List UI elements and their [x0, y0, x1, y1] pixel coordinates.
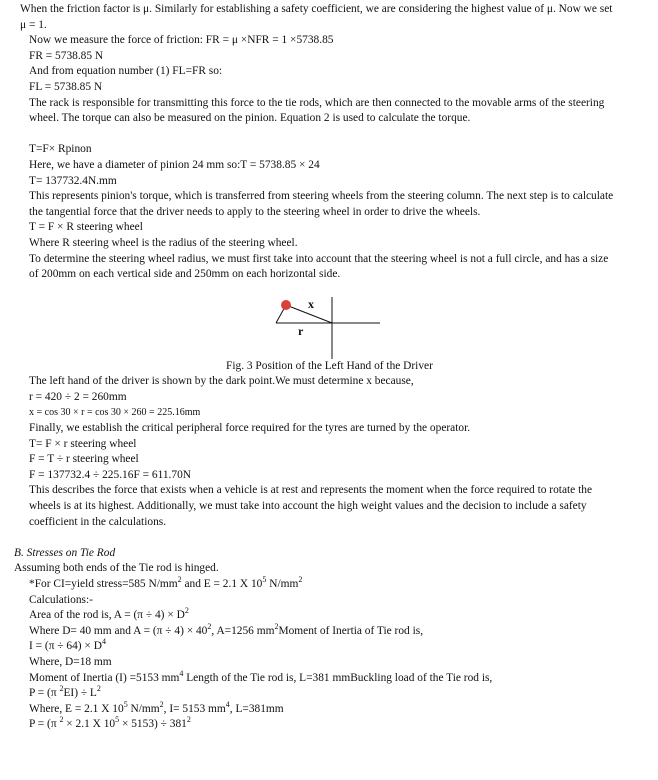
text-line: The rack is responsible for transmitting this force to the tie rods, which are then connected to the movable arms of the steering [29, 96, 605, 109]
figure-caption: Fig. 3 Position of the Left Hand of the Driver [226, 359, 433, 372]
text-span: , A=1256 mm [211, 624, 275, 637]
text-span: N/mm [127, 702, 160, 715]
superscript: 5 [115, 715, 120, 725]
text-line: This describes the force that exists when a vehicle is at rest and represents the moment when the force required to rotate the [29, 484, 592, 497]
superscript: 2 [184, 606, 189, 616]
text-span: , L=381mm [229, 702, 284, 715]
label-r: r [298, 323, 304, 338]
superscript: 2 [186, 715, 191, 725]
text-span: N/mm [266, 578, 299, 590]
document-page [0, 2, 658, 733]
text-line: FL = 5738.85 N [29, 80, 103, 93]
text-span: Area of the rod is, A = (π ÷ 4) × D [29, 609, 185, 622]
superscript: 2 [59, 684, 64, 694]
text-line: Where R steering wheel is the radius of the steering wheel. [29, 236, 298, 249]
section-heading: B. Stresses on Tie Rod [14, 546, 116, 559]
superscript: 2 [59, 715, 64, 725]
text-span: , I= 5153 mm [163, 702, 226, 715]
text-span: Moment of Inertia (I) =5153 mm [29, 671, 180, 684]
text-span: Moment of Inertia of Tie rod is, [278, 624, 424, 637]
text-line: Where, D=18 mm [29, 655, 112, 668]
superscript: 4 [225, 699, 230, 709]
superscript: 2 [274, 621, 279, 631]
text-line: T = F × R steering wheel [29, 221, 143, 234]
inertia-line [0, 639, 658, 655]
area-line [0, 608, 658, 624]
steering-diagram [270, 283, 390, 359]
superscript: 2 [177, 575, 182, 584]
text-span: I = (π ÷ 64) × D [29, 640, 102, 653]
text-line: To determine the steering wheel radius, we must first take into account that the steering wheel is not a full circle, and has a size [29, 252, 609, 265]
superscript: 2 [96, 684, 101, 694]
text-line: x = cos 30 × r = cos 30 × 260 = 225.16mm [29, 407, 201, 419]
text-line: Finally, we establish the critical peripheral force required for the tyres are turned by the operator. [29, 422, 471, 435]
superscript: 4 [179, 668, 184, 678]
text-span: and E = 2.1 X 10 [181, 578, 263, 590]
text-span: Where, E = 2.1 X 10 [29, 702, 124, 715]
text-line: And from equation number (1) FL=FR so: [29, 65, 223, 78]
values-line [0, 699, 658, 718]
text-line: T= F × r steering wheel [29, 437, 137, 450]
superscript: 5 [123, 699, 128, 709]
ci-line [0, 577, 658, 593]
text-line: When the friction factor is μ. Similarly for establishing a safety coefficient, we are considering the highest value of μ. Now we set [20, 3, 613, 15]
buckling-formula-line [0, 686, 658, 702]
superscript: 4 [101, 637, 106, 647]
text-line: wheels is at its highest. Additionally, we must take into account the high weight values and the decision to include a safety [29, 500, 587, 513]
text-line: Now we measure the force of friction: FR = μ ×NFR = 1 ×5738.85 [29, 34, 334, 47]
text-line: Calculations:- [29, 593, 93, 606]
text-span: Where D= 40 mm and A = (π ÷ 4) × 40 [29, 624, 208, 637]
text-span: × 5153) ÷ 381 [119, 718, 187, 731]
label-x: x [308, 296, 314, 311]
text-line: F = 137732.4 ÷ 225.16F = 611.70N [29, 468, 192, 481]
buckling-substitution-line [0, 717, 658, 733]
text-line: coefficient in the calculations. [29, 515, 167, 528]
text-line: This represents pinion's torque, which is transferred from steering wheels from the steering column. The next step is to calculate [29, 190, 614, 203]
text-line: T=F× Rpinon [29, 143, 92, 156]
text-line: the tangential force that the driver needs to apply to the steering wheel in order to drive the wheels. [29, 205, 481, 218]
text-span: *For CI=yield stress=585 N/mm [29, 578, 178, 590]
text-line: of 200mm on each vertical side and 250mm on each horizontal side. [29, 268, 341, 281]
text-line: Here, we have a diameter of pinion 24 mm so:T = 5738.85 × 24 [29, 158, 320, 171]
left-hand-point [281, 300, 291, 310]
where-d-line [0, 621, 658, 640]
text-line: F = T ÷ r steering wheel [29, 453, 139, 466]
text-span: × 2.1 X 10 [63, 718, 116, 731]
text-span: EI) ÷ L [63, 687, 97, 700]
superscript: 5 [262, 575, 267, 584]
hand-position-figure [0, 283, 658, 359]
text-line: r = 420 ÷ 2 = 260mm [29, 390, 127, 403]
text-line: FR = 5738.85 N [29, 49, 104, 62]
text-line: T= 137732.4N.mm [29, 174, 117, 187]
text-line: wheel. The torque can also be measured on the pinion. Equation 2 is used to calculate the torque. [29, 112, 471, 125]
text-line: μ = 1. [20, 18, 47, 31]
text-span: P = (π [29, 687, 60, 700]
superscript: 2 [207, 621, 212, 631]
text-span: Length of the Tie rod is, L=381 mmBuckling load of the Tie rod is, [183, 671, 493, 684]
superscript: 2 [298, 575, 303, 584]
text-line: Assuming both ends of the Tie rod is hinged. [14, 562, 219, 575]
superscript: 2 [159, 699, 164, 709]
text-line: The left hand of the driver is shown by the dark point.We must determine x because, [29, 375, 414, 388]
text-span: P = (π [29, 718, 60, 731]
